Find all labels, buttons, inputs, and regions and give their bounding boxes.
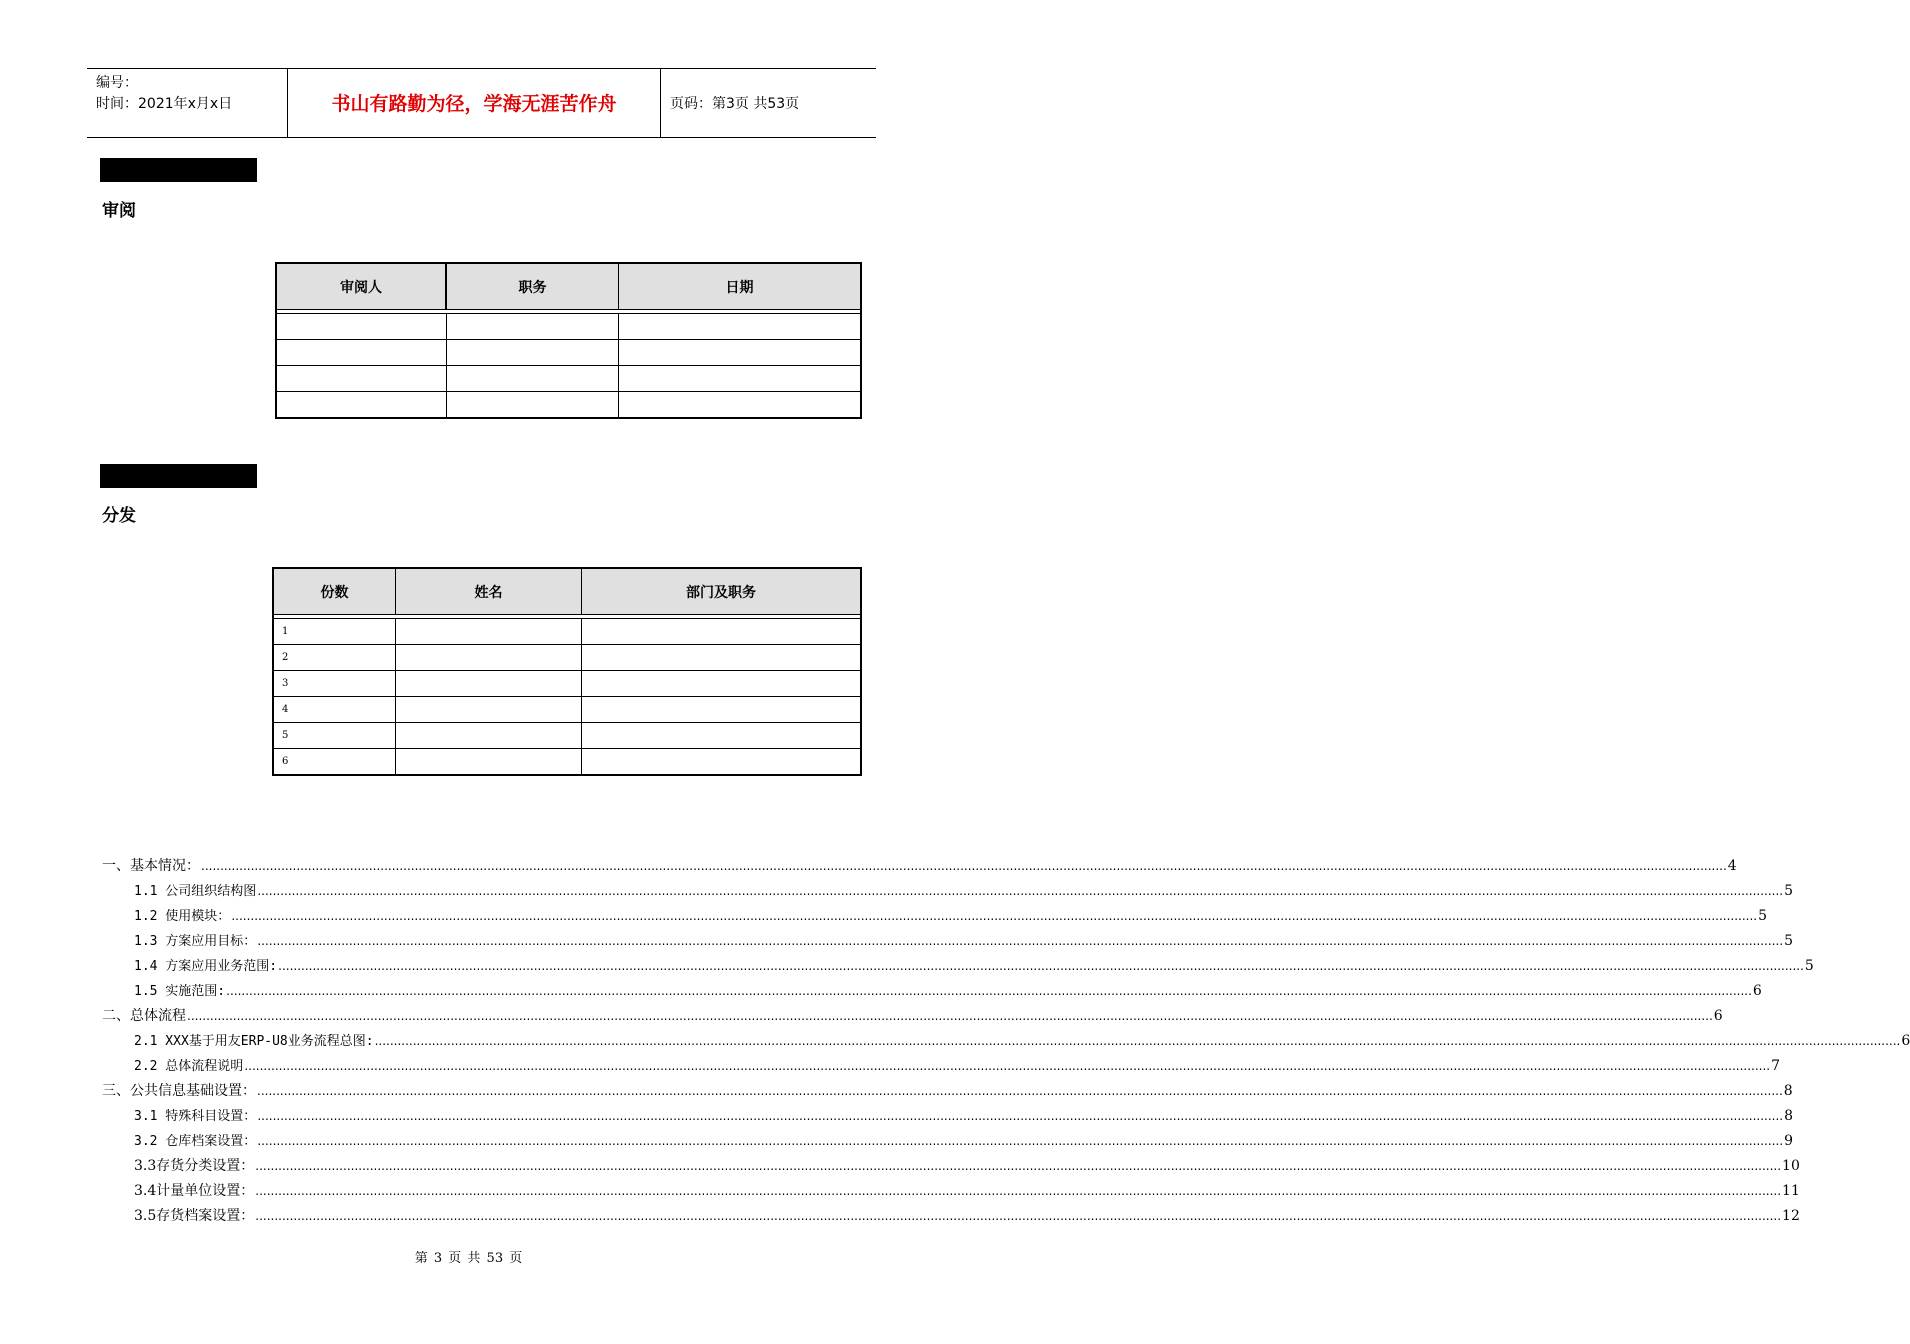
toc-entry-label: 1.5 实施范围: bbox=[134, 984, 226, 999]
redacted-bar bbox=[100, 158, 257, 182]
toc-entry-label: 1.1 公司组织结构图 bbox=[134, 884, 257, 899]
toc-entry-label: 3.3存货分类设置： bbox=[134, 1158, 255, 1174]
toc-leader: ................................................................................................................................................................................................................................................................................................................................................................................................................ bbox=[255, 1209, 1782, 1223]
toc-leader: ................................................................................................................................................................................................................................................................................................................................................................................................................ bbox=[255, 1159, 1782, 1173]
table-cell[interactable] bbox=[276, 314, 446, 340]
header-page-info: 页码：第3页 共53页 bbox=[670, 96, 800, 112]
header-divider bbox=[660, 69, 661, 137]
table-row bbox=[273, 645, 861, 671]
toc-leader: ................................................................................................................................................................................................................................................................................................................................................................................................................ bbox=[374, 1034, 1901, 1048]
copy-number: 1 bbox=[273, 619, 396, 645]
toc-leader: ................................................................................................................................................................................................................................................................................................................................................................................................................ bbox=[257, 1134, 1784, 1148]
toc-leader: ................................................................................................................................................................................................................................................................................................................................................................................................................ bbox=[257, 934, 1784, 948]
toc-entry[interactable] bbox=[102, 1081, 1793, 1101]
toc-entry[interactable] bbox=[134, 956, 1814, 976]
toc-entry-label: 2.1 XXX基于用友ERP-U8业务流程总图: bbox=[134, 1034, 374, 1049]
toc-entry[interactable] bbox=[134, 1131, 1794, 1151]
toc-entry[interactable] bbox=[102, 1006, 1723, 1026]
toc-leader: ................................................................................................................................................................................................................................................................................................................................................................................................................ bbox=[244, 1059, 1771, 1073]
table-cell[interactable] bbox=[396, 619, 582, 645]
toc-leader: ................................................................................................................................................................................................................................................................................................................................................................................................................ bbox=[257, 884, 1784, 898]
table-row bbox=[276, 366, 861, 392]
table-cell[interactable] bbox=[396, 697, 582, 723]
toc-entry-page: 12 bbox=[1782, 1208, 1800, 1224]
table-cell[interactable] bbox=[582, 619, 862, 645]
toc-entry-label: 1.4 方案应用业务范围: bbox=[134, 959, 278, 974]
toc-entry[interactable] bbox=[102, 856, 1737, 876]
toc-entry-page: 7 bbox=[1771, 1058, 1781, 1074]
toc-leader: ................................................................................................................................................................................................................................................................................................................................................................................................................ bbox=[257, 1109, 1784, 1123]
toc-entry-page: 11 bbox=[1782, 1183, 1800, 1199]
toc-entry-label: 一、基本情况： bbox=[102, 858, 200, 874]
table-cell[interactable] bbox=[582, 671, 862, 697]
table-cell[interactable] bbox=[276, 340, 446, 366]
toc-leader: ................................................................................................................................................................................................................................................................................................................................................................................................................ bbox=[278, 959, 1804, 973]
toc-entry-page: 5 bbox=[1784, 883, 1794, 899]
table-row bbox=[273, 749, 861, 776]
toc-entry-page: 6 bbox=[1713, 1008, 1723, 1024]
toc-entry-label: 3.4计量单位设置： bbox=[134, 1183, 255, 1199]
toc-entry[interactable] bbox=[134, 1056, 1781, 1076]
header-motto: 书山有路勤为径，学海无涯苦作舟 bbox=[331, 93, 617, 115]
table-cell[interactable] bbox=[619, 340, 862, 366]
table-cell[interactable] bbox=[619, 314, 862, 340]
toc-entry-label: 三、公共信息基础设置： bbox=[102, 1083, 256, 1099]
toc-entry-page: 9 bbox=[1784, 1133, 1794, 1149]
table-cell[interactable] bbox=[396, 723, 582, 749]
toc-entry[interactable] bbox=[134, 1156, 1800, 1176]
distribution-title: 分发 bbox=[102, 506, 136, 526]
table-cell[interactable] bbox=[582, 723, 862, 749]
review-table bbox=[275, 262, 862, 419]
distribution-col-name: 姓名 bbox=[396, 568, 582, 615]
toc-leader: ................................................................................................................................................................................................................................................................................................................................................................................................................ bbox=[226, 984, 1752, 998]
table-cell[interactable] bbox=[446, 340, 619, 366]
toc-entry[interactable] bbox=[134, 1106, 1794, 1126]
redacted-bar bbox=[100, 464, 257, 488]
toc-entry[interactable] bbox=[134, 1181, 1800, 1201]
toc-entry-label: 2.2 总体流程说明 bbox=[134, 1059, 244, 1074]
toc-entry-page: 5 bbox=[1784, 933, 1794, 949]
copy-number: 2 bbox=[273, 645, 396, 671]
toc-entry-page: 10 bbox=[1782, 1158, 1800, 1174]
toc-entry-page: 5 bbox=[1804, 958, 1814, 974]
toc-entry-page: 6 bbox=[1901, 1033, 1910, 1049]
page-header bbox=[87, 68, 876, 138]
table-cell[interactable] bbox=[396, 749, 582, 776]
toc-leader: ................................................................................................................................................................................................................................................................................................................................................................................................................ bbox=[187, 1009, 1713, 1023]
toc-entry[interactable] bbox=[134, 931, 1794, 951]
toc-leader: ................................................................................................................................................................................................................................................................................................................................................................................................................ bbox=[255, 1184, 1782, 1198]
table-row bbox=[273, 671, 861, 697]
distribution-col-copies: 份数 bbox=[273, 568, 396, 615]
table-row bbox=[273, 619, 861, 645]
table-cell[interactable] bbox=[276, 366, 446, 392]
review-col-date: 日期 bbox=[619, 263, 862, 310]
toc-entry[interactable] bbox=[134, 981, 1762, 1001]
review-header-row bbox=[276, 263, 861, 310]
footer-page-number: 第 3 页 共 53 页 bbox=[414, 1251, 523, 1266]
table-row bbox=[273, 723, 861, 749]
copy-number: 5 bbox=[273, 723, 396, 749]
toc-entry-label: 二、总体流程 bbox=[102, 1008, 186, 1024]
toc-entry[interactable] bbox=[134, 1031, 1910, 1051]
toc-entry-page: 5 bbox=[1758, 908, 1768, 924]
review-col-position: 职务 bbox=[446, 263, 619, 310]
review-col-reviewer: 审阅人 bbox=[276, 263, 446, 310]
toc-entry[interactable] bbox=[134, 881, 1794, 901]
distribution-table bbox=[272, 567, 862, 776]
toc-entry-page: 6 bbox=[1752, 983, 1762, 999]
header-number: 编号： bbox=[96, 75, 138, 91]
toc-entry-label: 3.1 特殊科目设置： bbox=[134, 1109, 257, 1124]
toc-entry-label: 1.3 方案应用目标： bbox=[134, 934, 257, 949]
header-time: 时间：2021年x月x日 bbox=[96, 96, 233, 112]
table-row bbox=[276, 392, 861, 419]
toc-leader: ................................................................................................................................................................................................................................................................................................................................................................................................................ bbox=[231, 909, 1758, 923]
copy-number: 6 bbox=[273, 749, 396, 776]
table-cell[interactable] bbox=[446, 314, 619, 340]
toc-entry-page: 4 bbox=[1727, 858, 1737, 874]
copy-number: 3 bbox=[273, 671, 396, 697]
table-row bbox=[276, 340, 861, 366]
table-cell[interactable] bbox=[396, 671, 582, 697]
page-footer bbox=[0, 1247, 950, 1266]
table-cell[interactable] bbox=[619, 366, 862, 392]
table-cell[interactable] bbox=[276, 392, 446, 419]
table-cell[interactable] bbox=[582, 749, 862, 776]
distribution-header-row bbox=[273, 568, 861, 615]
table-row bbox=[276, 314, 861, 340]
table-cell[interactable] bbox=[446, 366, 619, 392]
toc-entry-page: 8 bbox=[1784, 1108, 1794, 1124]
toc-leader: ................................................................................................................................................................................................................................................................................................................................................................................................................ bbox=[201, 859, 1727, 873]
distribution-col-dept: 部门及职务 bbox=[582, 568, 862, 615]
header-meta bbox=[96, 73, 232, 115]
toc-entry-page: 8 bbox=[1783, 1083, 1793, 1099]
toc-entry-label: 3.5存货档案设置： bbox=[134, 1208, 255, 1224]
table-row bbox=[273, 697, 861, 723]
table-cell[interactable] bbox=[396, 645, 582, 671]
toc-entry[interactable] bbox=[134, 906, 1768, 926]
table-cell[interactable] bbox=[582, 645, 862, 671]
review-title: 审阅 bbox=[102, 201, 136, 221]
toc-entry[interactable] bbox=[134, 1206, 1800, 1226]
table-cell[interactable] bbox=[582, 697, 862, 723]
toc-entry-label: 3.2 仓库档案设置： bbox=[134, 1134, 257, 1149]
toc-leader: ................................................................................................................................................................................................................................................................................................................................................................................................................ bbox=[257, 1084, 1783, 1098]
copy-number: 4 bbox=[273, 697, 396, 723]
table-cell[interactable] bbox=[446, 392, 619, 419]
table-cell[interactable] bbox=[619, 392, 862, 419]
toc-entry-label: 1.2 使用模块： bbox=[134, 909, 231, 924]
